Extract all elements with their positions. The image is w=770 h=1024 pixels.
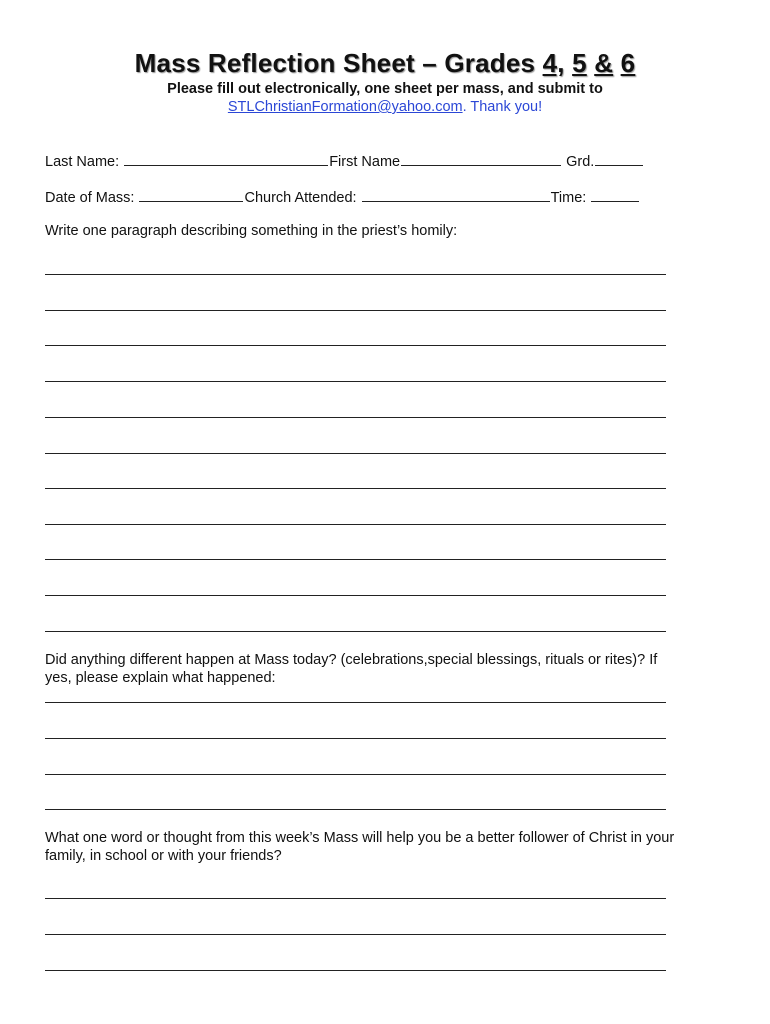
page-title bbox=[0, 48, 770, 79]
submit-line bbox=[0, 99, 770, 115]
first-name-field[interactable] bbox=[401, 151, 561, 166]
title-ampersand: & bbox=[594, 48, 614, 78]
different-answer-line[interactable] bbox=[45, 809, 666, 810]
grade-label: Grd. bbox=[566, 154, 595, 170]
grade-4: 4, bbox=[542, 48, 565, 78]
last-name-field[interactable] bbox=[124, 151, 328, 166]
follower-answer-line[interactable] bbox=[45, 934, 666, 935]
grade-5: 5 bbox=[572, 48, 587, 78]
different-answer-line[interactable] bbox=[45, 702, 666, 703]
homily-answer-line[interactable] bbox=[45, 310, 666, 311]
grade-field[interactable] bbox=[595, 151, 643, 166]
follower-answer-line[interactable] bbox=[45, 970, 666, 971]
last-name-label: Last Name: bbox=[45, 154, 120, 170]
email-link[interactable]: STLChristianFormation@yahoo.com bbox=[227, 99, 463, 115]
homily-answer-line[interactable] bbox=[45, 381, 666, 382]
different-answer-line[interactable] bbox=[45, 738, 666, 739]
homily-answer-line[interactable] bbox=[45, 559, 666, 560]
follower-answer-line[interactable] bbox=[45, 898, 666, 899]
question-follower: What one word or thought from this week’s Mass will help you be a better follower of Christ in your family, in school or with your friends? bbox=[45, 830, 675, 864]
homily-answer-line[interactable] bbox=[45, 274, 666, 275]
grade-6: 6 bbox=[620, 48, 636, 78]
homily-answer-line[interactable] bbox=[45, 631, 666, 632]
homily-answer-line[interactable] bbox=[45, 345, 666, 346]
homily-answer-line[interactable] bbox=[45, 453, 666, 454]
homily-answer-line[interactable] bbox=[45, 595, 666, 596]
homily-answer-line[interactable] bbox=[45, 524, 666, 525]
date-of-mass-label: Date of Mass: bbox=[45, 190, 135, 206]
title-text: Mass Reflection Sheet – Grades bbox=[134, 48, 543, 78]
first-name-label: First Name bbox=[329, 154, 401, 170]
instructions: Please fill out electronically, one sheet per mass, and submit to bbox=[167, 81, 603, 97]
different-answer-line[interactable] bbox=[45, 774, 666, 775]
thanks-text: . Thank you! bbox=[462, 99, 543, 115]
question-homily: Write one paragraph describing something in the priest’s homily: bbox=[45, 223, 458, 239]
time-label: Time: bbox=[550, 190, 587, 206]
date-of-mass-field[interactable] bbox=[139, 187, 243, 202]
homily-answer-line[interactable] bbox=[45, 488, 666, 489]
time-field[interactable] bbox=[591, 187, 639, 202]
church-attended-field[interactable] bbox=[362, 187, 550, 202]
question-different: Did anything different happen at Mass today? (celebrations,special blessings, rituals or rites)? If yes, please explain what happened: bbox=[45, 652, 658, 686]
name-row bbox=[45, 151, 644, 170]
date-row bbox=[45, 187, 640, 206]
homily-answer-line[interactable] bbox=[45, 417, 666, 418]
church-attended-label: Church Attended: bbox=[244, 190, 357, 206]
